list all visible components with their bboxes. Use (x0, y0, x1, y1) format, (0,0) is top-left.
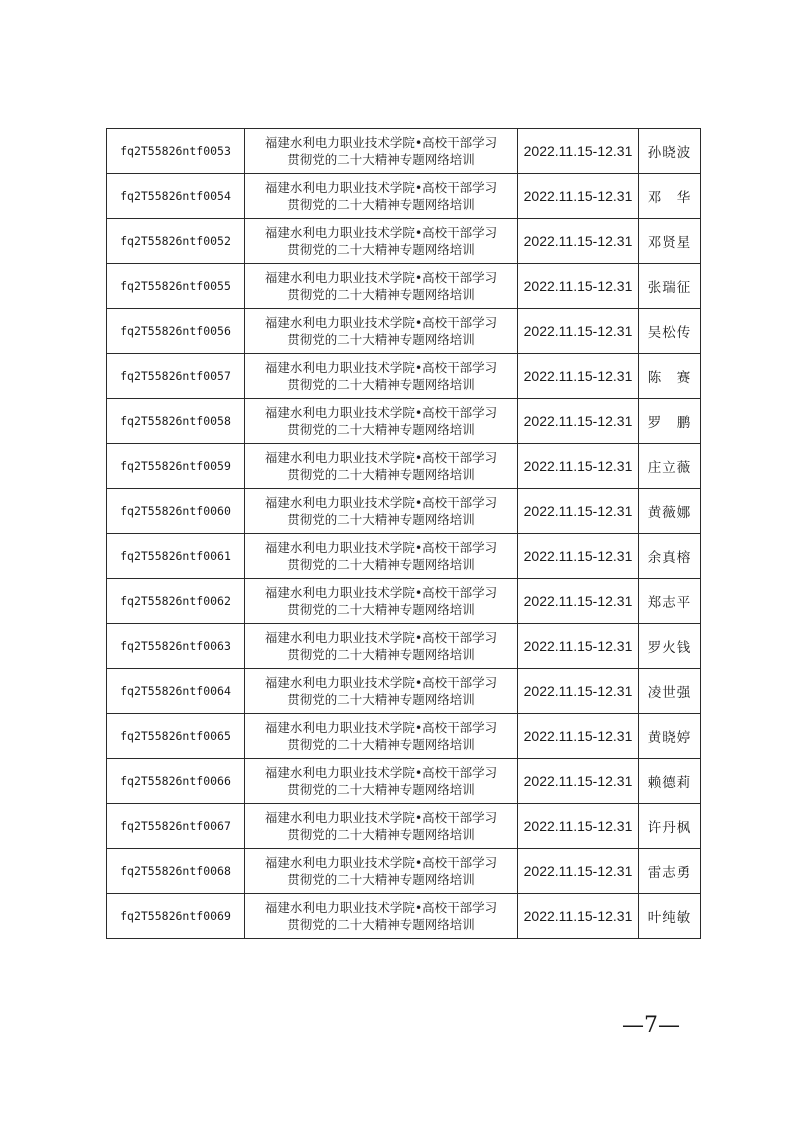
training-dates-cell: 2022.11.15-12.31 (518, 309, 639, 354)
trainee-name-cell: 吴松传 (639, 309, 701, 354)
table-row (107, 129, 701, 174)
course-name-line-2: 贯彻党的二十大精神专题网络培训 (287, 827, 475, 842)
table-body (107, 129, 701, 939)
certificate-id-cell: fq2T55826ntf0056 (107, 309, 245, 354)
course-name-line-2: 贯彻党的二十大精神专题网络培训 (287, 557, 475, 572)
trainee-name-cell: 邓贤星 (639, 219, 701, 264)
training-dates-cell: 2022.11.15-12.31 (518, 129, 639, 174)
course-name-line-1: 福建水利电力职业技术学院•高校干部学习 (264, 900, 498, 915)
course-name-cell (245, 714, 518, 759)
certificate-id-cell: fq2T55826ntf0062 (107, 579, 245, 624)
training-dates-cell: 2022.11.15-12.31 (518, 894, 639, 939)
table-row (107, 849, 701, 894)
course-name-line-2: 贯彻党的二十大精神专题网络培训 (287, 917, 475, 932)
course-name-line-2: 贯彻党的二十大精神专题网络培训 (287, 647, 475, 662)
training-dates-cell: 2022.11.15-12.31 (518, 849, 639, 894)
trainee-name-cell: 陈 赛 (639, 354, 701, 399)
training-dates-cell: 2022.11.15-12.31 (518, 219, 639, 264)
training-dates-cell: 2022.11.15-12.31 (518, 444, 639, 489)
course-name-cell (245, 174, 518, 219)
course-name-line-1: 福建水利电力职业技术学院•高校干部学习 (264, 405, 498, 420)
course-name-line-2: 贯彻党的二十大精神专题网络培训 (287, 197, 475, 212)
course-name-line-1: 福建水利电力职业技术学院•高校干部学习 (264, 585, 498, 600)
training-dates-cell: 2022.11.15-12.31 (518, 534, 639, 579)
certificate-id-cell: fq2T55826ntf0053 (107, 129, 245, 174)
table-row (107, 894, 701, 939)
certificate-id-cell: fq2T55826ntf0058 (107, 399, 245, 444)
trainee-name-cell: 罗 鹏 (639, 399, 701, 444)
course-name-cell (245, 804, 518, 849)
certificate-id-cell: fq2T55826ntf0052 (107, 219, 245, 264)
table-row (107, 354, 701, 399)
table-row (107, 714, 701, 759)
table-row (107, 579, 701, 624)
trainee-name-cell: 叶纯敏 (639, 894, 701, 939)
course-name-cell (245, 219, 518, 264)
table-row (107, 624, 701, 669)
course-name-line-2: 贯彻党的二十大精神专题网络培训 (287, 242, 475, 257)
course-name-cell (245, 399, 518, 444)
certificate-id-cell: fq2T55826ntf0066 (107, 759, 245, 804)
trainee-name-cell: 赖德莉 (639, 759, 701, 804)
table-row (107, 489, 701, 534)
course-name-line-1: 福建水利电力职业技术学院•高校干部学习 (264, 225, 498, 240)
certificate-id-cell: fq2T55826ntf0067 (107, 804, 245, 849)
course-name-cell (245, 309, 518, 354)
course-name-cell (245, 894, 518, 939)
table-row (107, 174, 701, 219)
training-dates-cell: 2022.11.15-12.31 (518, 399, 639, 444)
trainee-name-cell: 罗火钱 (639, 624, 701, 669)
course-name-line-1: 福建水利电力职业技术学院•高校干部学习 (264, 450, 498, 465)
trainee-name-cell: 张瑞征 (639, 264, 701, 309)
table-row (107, 804, 701, 849)
course-name-line-1: 福建水利电力职业技术学院•高校干部学习 (264, 135, 498, 150)
course-name-line-1: 福建水利电力职业技术学院•高校干部学习 (264, 315, 498, 330)
trainee-name-cell: 庄立薇 (639, 444, 701, 489)
training-dates-cell: 2022.11.15-12.31 (518, 759, 639, 804)
certificate-id-cell: fq2T55826ntf0057 (107, 354, 245, 399)
course-name-line-1: 福建水利电力职业技术学院•高校干部学习 (264, 765, 498, 780)
course-name-cell (245, 534, 518, 579)
trainee-name-cell: 邓 华 (639, 174, 701, 219)
course-name-line-2: 贯彻党的二十大精神专题网络培训 (287, 602, 475, 617)
course-name-line-1: 福建水利电力职业技术学院•高校干部学习 (264, 540, 498, 555)
course-name-line-2: 贯彻党的二十大精神专题网络培训 (287, 692, 475, 707)
trainee-name-cell: 孙晓波 (639, 129, 701, 174)
training-records-table (106, 128, 700, 939)
training-dates-cell: 2022.11.15-12.31 (518, 354, 639, 399)
course-name-cell (245, 579, 518, 624)
table-row (107, 219, 701, 264)
certificate-id-cell: fq2T55826ntf0060 (107, 489, 245, 534)
course-name-cell (245, 624, 518, 669)
certificate-id-cell: fq2T55826ntf0065 (107, 714, 245, 759)
course-name-line-2: 贯彻党的二十大精神专题网络培训 (287, 737, 475, 752)
trainee-name-cell: 凌世强 (639, 669, 701, 714)
course-name-cell (245, 849, 518, 894)
course-name-line-2: 贯彻党的二十大精神专题网络培训 (287, 377, 475, 392)
certificate-id-cell: fq2T55826ntf0054 (107, 174, 245, 219)
certificate-id-cell: fq2T55826ntf0063 (107, 624, 245, 669)
training-dates-cell: 2022.11.15-12.31 (518, 804, 639, 849)
training-dates-cell: 2022.11.15-12.31 (518, 579, 639, 624)
course-name-line-2: 贯彻党的二十大精神专题网络培训 (287, 332, 475, 347)
trainee-name-cell: 黄薇娜 (639, 489, 701, 534)
table-row (107, 309, 701, 354)
course-name-line-2: 贯彻党的二十大精神专题网络培训 (287, 782, 475, 797)
trainee-name-cell: 郑志平 (639, 579, 701, 624)
training-dates-cell: 2022.11.15-12.31 (518, 174, 639, 219)
course-name-line-2: 贯彻党的二十大精神专题网络培训 (287, 422, 475, 437)
table-row (107, 444, 701, 489)
certificate-id-cell: fq2T55826ntf0069 (107, 894, 245, 939)
course-name-line-2: 贯彻党的二十大精神专题网络培训 (287, 467, 475, 482)
course-name-line-1: 福建水利电力职业技术学院•高校干部学习 (264, 810, 498, 825)
course-name-line-1: 福建水利电力职业技术学院•高校干部学习 (264, 495, 498, 510)
course-name-line-2: 贯彻党的二十大精神专题网络培训 (287, 872, 475, 887)
course-name-line-2: 贯彻党的二十大精神专题网络培训 (287, 152, 475, 167)
course-name-line-1: 福建水利电力职业技术学院•高校干部学习 (264, 630, 498, 645)
certificate-id-cell: fq2T55826ntf0064 (107, 669, 245, 714)
course-name-cell (245, 489, 518, 534)
course-name-cell (245, 759, 518, 804)
trainee-name-cell: 雷志勇 (639, 849, 701, 894)
course-name-line-1: 福建水利电力职业技术学院•高校干部学习 (264, 855, 498, 870)
table-row (107, 534, 701, 579)
trainee-name-cell: 黄晓婷 (639, 714, 701, 759)
course-name-cell (245, 264, 518, 309)
course-name-line-2: 贯彻党的二十大精神专题网络培训 (287, 287, 475, 302)
course-name-line-1: 福建水利电力职业技术学院•高校干部学习 (264, 675, 498, 690)
table-row (107, 399, 701, 444)
table-row (107, 759, 701, 804)
table-row (107, 669, 701, 714)
certificate-id-cell: fq2T55826ntf0059 (107, 444, 245, 489)
course-name-line-1: 福建水利电力职业技术学院•高校干部学习 (264, 180, 498, 195)
certificate-id-cell: fq2T55826ntf0068 (107, 849, 245, 894)
course-name-cell (245, 444, 518, 489)
training-dates-cell: 2022.11.15-12.31 (518, 624, 639, 669)
course-name-cell (245, 129, 518, 174)
course-name-cell (245, 669, 518, 714)
training-dates-cell: 2022.11.15-12.31 (518, 264, 639, 309)
trainee-name-cell: 许丹枫 (639, 804, 701, 849)
training-dates-cell: 2022.11.15-12.31 (518, 669, 639, 714)
page-number: —7— (622, 1013, 680, 1038)
course-name-line-1: 福建水利电力职业技术学院•高校干部学习 (264, 360, 498, 375)
trainee-name-cell: 余真榕 (639, 534, 701, 579)
certificate-id-cell: fq2T55826ntf0055 (107, 264, 245, 309)
course-name-line-2: 贯彻党的二十大精神专题网络培训 (287, 512, 475, 527)
course-name-line-1: 福建水利电力职业技术学院•高校干部学习 (264, 270, 498, 285)
table-row (107, 264, 701, 309)
certificate-id-cell: fq2T55826ntf0061 (107, 534, 245, 579)
training-dates-cell: 2022.11.15-12.31 (518, 489, 639, 534)
course-name-cell (245, 354, 518, 399)
course-name-line-1: 福建水利电力职业技术学院•高校干部学习 (264, 720, 498, 735)
training-dates-cell: 2022.11.15-12.31 (518, 714, 639, 759)
